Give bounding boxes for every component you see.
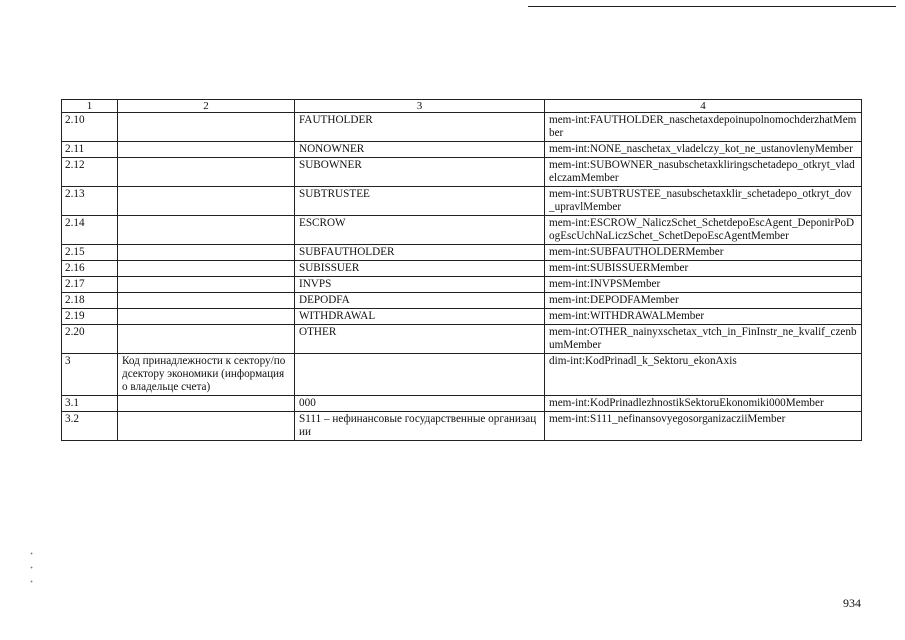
row-number-cell: 2.11 xyxy=(62,142,118,158)
row-element-cell: mem-int:OTHER_nainyxschetax_vtch_in_FinInstr_ne_kvalif_czenbumMember xyxy=(545,325,862,354)
row-element-cell: dim-int:KodPrinadl_k_Sektoru_ekonAxis xyxy=(545,354,862,396)
table-body xyxy=(62,113,862,441)
row-element-cell: mem-int:S111_nefinansovyegosorganizacziiMember xyxy=(545,412,862,441)
row-code-cell: ESCROW xyxy=(295,216,545,245)
row-number-cell: 2.16 xyxy=(62,261,118,277)
table-row xyxy=(62,142,862,158)
table-row xyxy=(62,325,862,354)
row-code-cell xyxy=(295,354,545,396)
table-row xyxy=(62,113,862,142)
header-cell: 4 xyxy=(545,100,862,113)
row-number-cell: 2.15 xyxy=(62,245,118,261)
table-row xyxy=(62,261,862,277)
row-name-cell xyxy=(118,396,295,412)
row-name-cell xyxy=(118,216,295,245)
row-number-cell: 2.10 xyxy=(62,113,118,142)
row-code-cell: SUBOWNER xyxy=(295,158,545,187)
row-number-cell: 2.12 xyxy=(62,158,118,187)
row-name-cell xyxy=(118,142,295,158)
row-code-cell: INVPS xyxy=(295,277,545,293)
row-element-cell: mem-int:SUBOWNER_nasubschetaxkliringschetadepo_otkryt_vladelczamMember xyxy=(545,158,862,187)
classification-table xyxy=(61,99,862,441)
row-code-cell: SUBFAUTHOLDER xyxy=(295,245,545,261)
row-element-cell: mem-int:FAUTHOLDER_naschetaxdepoinupolnomochderzhatMember xyxy=(545,113,862,142)
row-name-cell: Код принадлежности к сектору/подсектору экономики (информация о владельце счета) xyxy=(118,354,295,396)
header-cell: 2 xyxy=(118,100,295,113)
row-code-cell: SUBTRUSTEE xyxy=(295,187,545,216)
row-number-cell: 2.19 xyxy=(62,309,118,325)
table-row xyxy=(62,309,862,325)
row-number-cell: 2.20 xyxy=(62,325,118,354)
row-element-cell: mem-int:NONE_naschetax_vladelczy_kot_ne_ustanovlenyMember xyxy=(545,142,862,158)
row-number-cell: 2.13 xyxy=(62,187,118,216)
row-name-cell xyxy=(118,113,295,142)
row-name-cell xyxy=(118,245,295,261)
top-rule xyxy=(528,6,896,7)
row-element-cell: mem-int:SUBTRUSTEE_nasubschetaxklir_schetadepo_otkryt_dov_upravlMember xyxy=(545,187,862,216)
row-name-cell xyxy=(118,277,295,293)
row-number-cell: 2.18 xyxy=(62,293,118,309)
row-element-cell: mem-int:ESCROW_NaliczSchet_SchetdepoEscAgent_DeponirPoDogEscUchNaLiczSchet_SchetDepoEscAgentMember xyxy=(545,216,862,245)
row-code-cell: WITHDRAWAL xyxy=(295,309,545,325)
row-number-cell: 2.17 xyxy=(62,277,118,293)
row-name-cell xyxy=(118,187,295,216)
row-number-cell: 3 xyxy=(62,354,118,396)
table-row xyxy=(62,187,862,216)
row-element-cell: mem-int:INVPSMember xyxy=(545,277,862,293)
row-name-cell xyxy=(118,412,295,441)
table-row xyxy=(62,396,862,412)
row-code-cell: SUBISSUER xyxy=(295,261,545,277)
scan-artifact: ꞏ ꞏ ꞏ xyxy=(30,549,34,588)
table-row xyxy=(62,158,862,187)
row-number-cell: 3.1 xyxy=(62,396,118,412)
row-name-cell xyxy=(118,309,295,325)
row-element-cell: mem-int:DEPODFAMember xyxy=(545,293,862,309)
table-header-row xyxy=(62,100,862,113)
row-element-cell: mem-int:KodPrinadlezhnostikSektoruEkonomiki000Member xyxy=(545,396,862,412)
row-code-cell: 000 xyxy=(295,396,545,412)
row-name-cell xyxy=(118,293,295,309)
table-row xyxy=(62,245,862,261)
row-code-cell: S111 – нефинансовые государственные организации xyxy=(295,412,545,441)
table-row xyxy=(62,412,862,441)
row-code-cell: NONOWNER xyxy=(295,142,545,158)
row-code-cell: FAUTHOLDER xyxy=(295,113,545,142)
header-cell: 1 xyxy=(62,100,118,113)
row-element-cell: mem-int:SUBFAUTHOLDERMember xyxy=(545,245,862,261)
row-element-cell: mem-int:SUBISSUERMember xyxy=(545,261,862,277)
row-number-cell: 3.2 xyxy=(62,412,118,441)
row-code-cell: OTHER xyxy=(295,325,545,354)
table-row xyxy=(62,354,862,396)
row-name-cell xyxy=(118,325,295,354)
row-element-cell: mem-int:WITHDRAWALMember xyxy=(545,309,862,325)
table-row xyxy=(62,293,862,309)
row-number-cell: 2.14 xyxy=(62,216,118,245)
header-cell: 3 xyxy=(295,100,545,113)
table-row xyxy=(62,277,862,293)
row-code-cell: DEPODFA xyxy=(295,293,545,309)
table-row xyxy=(62,216,862,245)
page-number: 934 xyxy=(843,596,861,610)
row-name-cell xyxy=(118,261,295,277)
row-name-cell xyxy=(118,158,295,187)
